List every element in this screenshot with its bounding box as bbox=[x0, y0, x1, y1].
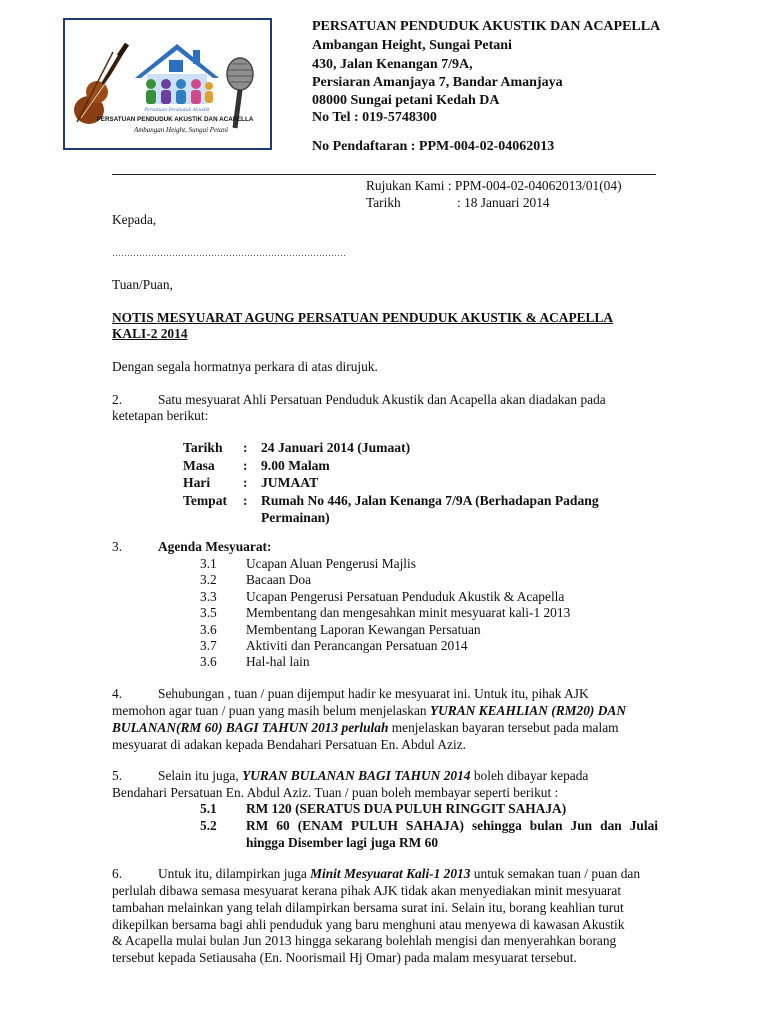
detail-label: Tarikh bbox=[183, 440, 223, 455]
association-logo bbox=[63, 18, 272, 150]
agenda-item-text: Aktiviti dan Perancangan Persatuan 2014 bbox=[246, 638, 468, 654]
agenda-item-number: 3.6 bbox=[200, 654, 217, 670]
para6-line5: & Acapella mulai bulan Jun 2013 hingga sekarang bolehlah mengisi dan menyerahkan borang bbox=[112, 933, 617, 948]
org-address-line1: Ambangan Height, Sungai Petani bbox=[312, 38, 512, 53]
para6-minutes-emphasis: Minit Mesyuarat Kali-1 2013 bbox=[310, 866, 471, 881]
detail-row-place bbox=[183, 492, 599, 527]
agenda-item bbox=[200, 589, 570, 605]
para6-line4: dikepilkan bersama bagi ahli penduduk yang baru menghuni atau menyewa di kawasan Akustik bbox=[112, 917, 625, 932]
logo-graphic bbox=[63, 18, 272, 150]
para5-line1-end: boleh dibayar kepada bbox=[470, 768, 589, 783]
detail-sep: : bbox=[243, 440, 248, 455]
agenda-item-number: 3.5 bbox=[200, 605, 217, 621]
org-address-line3: Persiaran Amanjaya 7, Bandar Amanjaya bbox=[312, 75, 563, 90]
logo-arc-text: Persatuan Penduduk Akustik bbox=[144, 108, 210, 113]
para4-line1: Sehubungan , tuan / puan dijemput hadir ke mesyuarat ini. Untuk itu, pihak AJK bbox=[158, 686, 589, 701]
recipient-blank-line: …………………………………………………………………… bbox=[112, 248, 346, 258]
payment-option2-number: 5.2 bbox=[200, 818, 217, 833]
intro-sentence: Dengan segala hormatnya perkara di atas dirujuk. bbox=[112, 359, 378, 374]
salutation: Tuan/Puan, bbox=[112, 277, 173, 292]
payment-option1: RM 120 (SERATUS DUA PULUH RINGGIT SAHAJA) bbox=[246, 801, 567, 816]
detail-sep: : bbox=[243, 475, 248, 491]
letter-date-label: Tarikh bbox=[366, 195, 401, 210]
agenda-item-text: Membentang Laporan Kewangan Persatuan bbox=[246, 621, 481, 637]
agenda-title: Agenda Mesyuarat: bbox=[158, 539, 272, 554]
para2-number: 2. bbox=[112, 392, 123, 407]
agenda-item-number: 3.1 bbox=[200, 556, 217, 571]
detail-label: Hari bbox=[183, 475, 211, 491]
agenda-item bbox=[200, 654, 570, 670]
para4-number: 4. bbox=[112, 686, 123, 701]
para2-line2: ketetapan berikut: bbox=[112, 408, 209, 423]
para6-line3: tambahan melainkan yang telah dilampirkan bersama surat ini. Selain itu, borang keahlian turut bbox=[112, 900, 624, 915]
agenda-item-number: 3.3 bbox=[200, 588, 217, 604]
payment-option1-number: 5.1 bbox=[200, 801, 217, 816]
agenda-item bbox=[200, 556, 570, 572]
header-divider bbox=[112, 174, 656, 175]
letter-date-value: : 18 Januari 2014 bbox=[457, 195, 550, 210]
reference-number: Rujukan Kami : PPM-004-02-04062013/01(04) bbox=[366, 178, 622, 193]
org-name: PERSATUAN PENDUDUK AKUSTIK DAN ACAPELLA bbox=[312, 19, 661, 34]
para4-fee-emphasis: YURAN KEAHLIAN (RM20) DAN bbox=[429, 703, 627, 718]
agenda-item-text: Ucapan Aluan Pengerusi Majlis bbox=[246, 556, 416, 571]
org-address-line2: 430, Jalan Kenangan 7/9A, bbox=[312, 57, 473, 72]
payment-option2-line1: RM 60 (ENAM PULUH SAHAJA) sehingga bulan Jun dan Julai bbox=[246, 818, 658, 833]
agenda-item-text: Hal-hal lain bbox=[246, 654, 310, 670]
agenda-item-number: 3.6 bbox=[200, 621, 217, 637]
para6-line1-text: Untuk itu, dilampirkan juga bbox=[158, 866, 311, 881]
para5-line1 bbox=[158, 768, 588, 784]
agenda-list bbox=[200, 556, 570, 671]
para6-line2: perlulah dibawa semasa mesyuarat kerana pihak AJK tidak akan menyediakan minit mesyuarat bbox=[112, 883, 622, 898]
detail-value: 9.00 Malam bbox=[261, 457, 330, 473]
para2-line1: Satu mesyuarat Ahli Persatuan Penduduk Akustik dan Acapella akan diadakan pada bbox=[158, 392, 606, 407]
meeting-details bbox=[183, 439, 599, 527]
agenda-item bbox=[200, 622, 570, 638]
detail-label: Tempat bbox=[183, 492, 228, 508]
registration-number: No Pendaftaran : PPM-004-02-04062013 bbox=[312, 139, 555, 154]
detail-value: Rumah No 446, Jalan Kenanga 7/9A (Berhadapan Padang bbox=[261, 492, 599, 508]
agenda-item-number: 3.2 bbox=[200, 572, 217, 588]
logo-text-name: PERSATUAN PENDUDUK AKUSTIK DAN ACAPELLA bbox=[96, 116, 254, 123]
detail-sep: : bbox=[243, 457, 248, 473]
payment-option2-line2: hingga Disember lagi juga RM 60 bbox=[246, 835, 439, 850]
para6-line6: tersebut kepada Setiausaha (En. Noorismail Hj Omar) pada malam mesyuarat tersebut. bbox=[112, 950, 577, 965]
para4-line3-text: menjelaskan bayaran tersebut pada malam bbox=[388, 720, 619, 735]
para4-fee-emphasis-cont: BULANAN(RM 60) BAGI TAHUN 2013 perlulah bbox=[112, 720, 389, 735]
detail-row-date bbox=[183, 439, 599, 457]
para5-line1-text: Selain itu juga, bbox=[158, 768, 243, 783]
para4-line2 bbox=[112, 703, 626, 719]
detail-value-cont: Permainan) bbox=[261, 510, 330, 526]
agenda-item-text: Bacaan Doa bbox=[246, 572, 312, 588]
org-address-line4: 08000 Sungai petani Kedah DA bbox=[312, 93, 500, 108]
para5-line2: Bendahari Persatuan En. Abdul Aziz. Tuan / puan boleh membayar seperti berikut : bbox=[112, 785, 559, 800]
agenda-item-text: Ucapan Pengerusi Persatuan Penduduk Akustik & Acapella bbox=[246, 588, 565, 604]
detail-value: 24 Januari 2014 (Jumaat) bbox=[261, 440, 411, 455]
para4-line2-text: memohon agar tuan / puan yang masih belum menjelaskan bbox=[112, 703, 430, 718]
para5-number: 5. bbox=[112, 768, 123, 783]
para4-line4: mesyuarat di adakan kepada Bendahari Persatuan En. Abdul Aziz. bbox=[112, 737, 466, 752]
agenda-item bbox=[200, 638, 570, 654]
logo-text-location: Ambangan Height, Sungai Petani bbox=[133, 126, 229, 134]
detail-sep: : bbox=[243, 492, 248, 508]
recipient-label: Kepada, bbox=[112, 212, 157, 227]
para5-fee-emphasis: YURAN BULANAN BAGI TAHUN 2014 bbox=[242, 768, 471, 783]
para4-line3 bbox=[112, 720, 619, 736]
notice-title-line1: NOTIS MESYUARAT AGUNG PERSATUAN PENDUDUK AKUSTIK & ACAPELLA bbox=[112, 310, 614, 325]
para6-number: 6. bbox=[112, 866, 123, 881]
para6-line1-end: untuk semakan tuan / puan dan bbox=[470, 866, 641, 881]
detail-label: Masa bbox=[183, 457, 215, 473]
notice-title-line2: KALI-2 2014 bbox=[112, 326, 188, 341]
agenda-number: 3. bbox=[112, 539, 123, 554]
agenda-item-text: Membentang dan mengesahkan minit mesyuarat kali-1 2013 bbox=[246, 605, 571, 621]
agenda-item bbox=[200, 572, 570, 588]
detail-row-day bbox=[183, 474, 599, 492]
detail-value: JUMAAT bbox=[261, 475, 319, 491]
agenda-item bbox=[200, 605, 570, 621]
para6-line1 bbox=[158, 866, 640, 882]
org-telephone: No Tel : 019-5748300 bbox=[312, 110, 437, 125]
detail-value-wrap bbox=[261, 492, 599, 527]
agenda-item-number: 3.7 bbox=[200, 638, 217, 654]
detail-row-time bbox=[183, 457, 599, 475]
